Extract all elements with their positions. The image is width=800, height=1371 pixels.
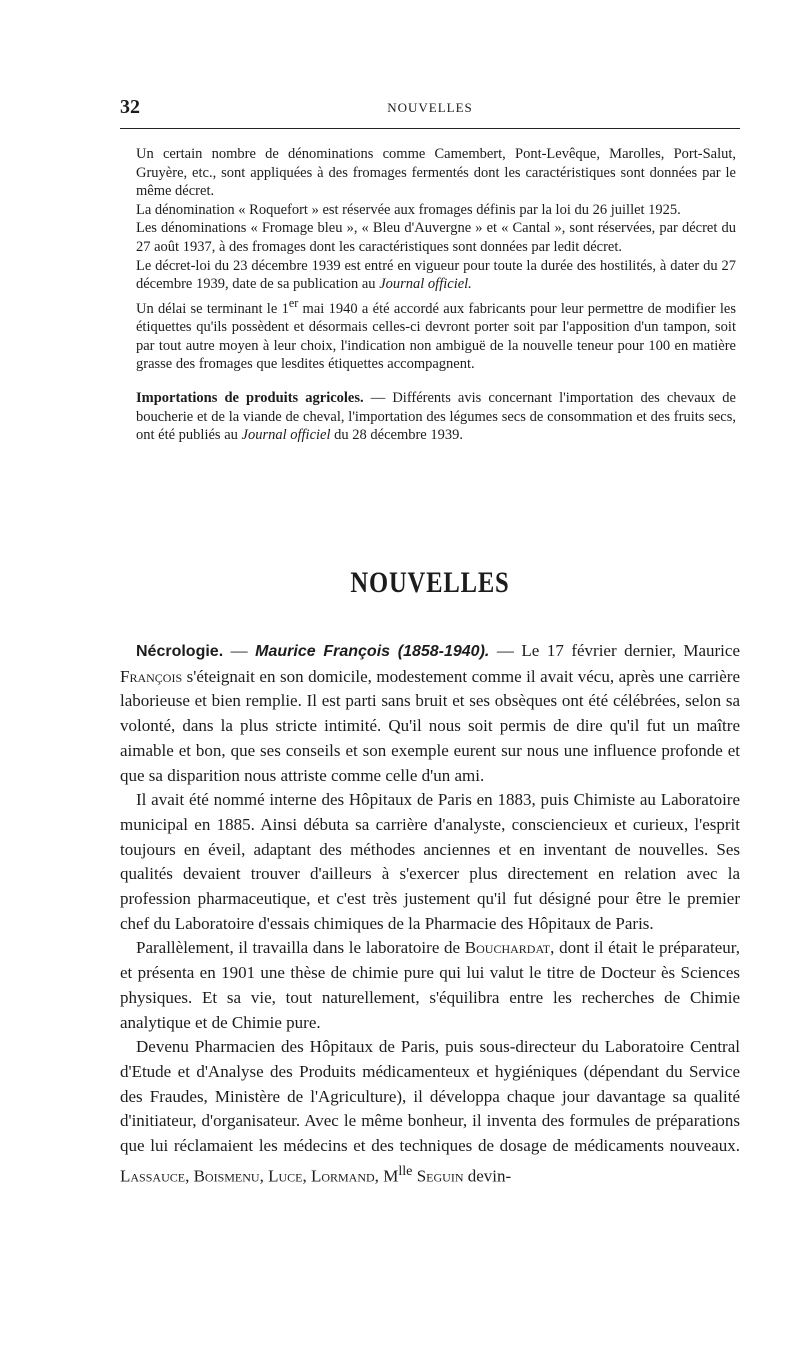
- page-number: 32: [120, 96, 140, 118]
- necrology-name: Maurice François (1858-1940).: [255, 643, 490, 660]
- necrology-paragraph-2: Il avait été nommé interne des Hôpitaux de Paris en 1883, puis Chimiste au Laboratoire municipal en 1885. Ainsi débuta sa carrière d'analyste, consciencieux et curieux, l'esprit toujours en éveil, adaptant des méthodes anciennes et en inventant de nouvelles. Ses qualités devaient trouver d'ailleurs à s'exercer plus directement en relation avec la profession pharmaceutique, et c'est très justement qu'il fut désigné pour être le premier chef du Laboratoire d'essais chimiques de la Pharmacie des Hôpitaux de Paris.: [120, 790, 740, 933]
- section-title: NOUVELLES: [350, 566, 510, 599]
- necrology-paragraph-1: Nécrologie. — Maurice François (1858-1940). — Le 17 février dernier, Maurice François s'éteignait en son domicile, modestement comme il avait vécu, après une carrière laborieuse et bien remplie. Il est parti sans bruit et ses obsèques ont été célébrées, selon sa volonté, dans la plus stricte intimité. Qu'il nous soit permis de dire qu'il fut un maître aimable et bon, que ses conseils et son exemple eurent sur nous une influence profonde et que sa disparition nous attriste comme celle d'un ami.: [120, 641, 740, 785]
- necrology-paragraph-3: Parallèlement, il travailla dans le laboratoire de Bouchardat, dont il était le préparateur, et présenta en 1901 une thèse de chimie pure qui lui valut le titre de Docteur ès Sciences physiques. Et sa vie, tout naturellement, s'équilibra entre les recherches de Chimie analytique et de Chimie pure.: [120, 938, 741, 1032]
- paragraph-bleu: Les dénominations « Fromage bleu », « Bleu d'Auvergne » et « Cantal », sont réservées, par décret du 27 août 1937, à des fromages dont les caractéristiques sont données par ledit décret.: [136, 220, 736, 255]
- header-rule: [120, 128, 740, 129]
- necrology-label: Nécrologie.: [136, 643, 224, 660]
- running-title: NOUVELLES: [387, 100, 473, 115]
- paragraph-denominations: Un certain nombre de dénominations comme Camembert, Pont-Levêque, Marolles, Port-Salut, Gruyère, etc., sont appliquées à des fromages fermentés dont les caractéristiques sont données par le même décret.: [136, 146, 736, 200]
- paragraph-importations: Importations de produits agricoles. — Différents avis concernant l'importation des chevaux de boucherie et de la viande de cheval, l'importation des légumes secs de consommation et des fruits secs, ont été publiés au Journal officiel du 28 décembre 1939.: [136, 389, 736, 444]
- paragraph-roquefort: La dénomination « Roquefort » est réservée aux fromages définis par la loi du 26 juillet 1925.: [136, 201, 681, 218]
- top-text-block: [136, 145, 736, 445]
- importations-heading: Importations de produits agricoles.: [136, 389, 364, 406]
- necrology-paragraph-4: Devenu Pharmacien des Hôpitaux de Paris, puis sous-directeur du Laboratoire Central d'Etude et d'Analyse des Produits médicamenteux et hygiéniques (dépendant du Service des Fraudes, Ministère de l'Agriculture), il développa chaque jour davantage sa qualité d'initiateur, d'organisateur. Avec le même bonheur, il inventa des formules de préparations que lui réclamaient les médecins et des techniques de dosage de médicaments nouveaux. Lassauce, Boismenu, Luce, Lormand, $M^{lle}$ Seguin devin-: [120, 1037, 740, 1186]
- page-header: [120, 92, 740, 124]
- paragraph-decret-loi: Le décret-loi du 23 décembre 1939 est entré en vigueur pour toute la durée des hostilités, à dater du 27 décembre 1939, date de sa publication au Journal officiel.: [136, 257, 736, 293]
- paragraph-delai: Un délai se terminant le 1er mai 1940 a été accordé aux fabricants pour leur permettre de modifier les étiquettes qu'ils possèdent et désormais celles-ci devront porter soit par l'apposition d'un tampon, soit par tout autre moyen à leur choix, l'indication non ambiguë de la nouvelle teneur pour 100 en matière grasse des fromages que lesdites étiquettes accompagnent.: [136, 295, 736, 373]
- necrology-block: [120, 639, 740, 1189]
